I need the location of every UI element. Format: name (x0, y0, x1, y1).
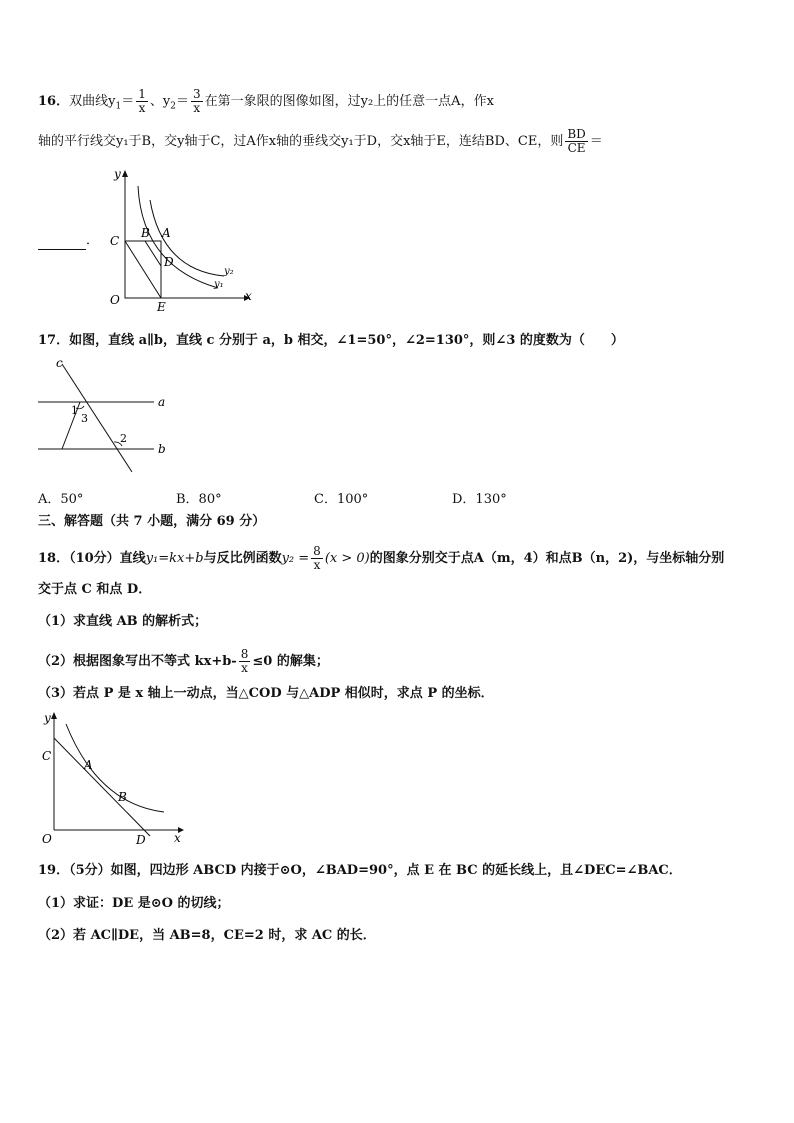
q19-question: 19．（5分）如图，四边形 ABCD 内接于⊙O，∠BAD=90°，点 E 在 BC 的延长线上，且∠DEC=∠BAC． (38, 863, 682, 878)
q17-line-c (62, 364, 132, 472)
q17-option-b[interactable]: B．80° (176, 492, 222, 507)
q16-line-2 (38, 128, 603, 155)
q17-label-3: 3 (81, 412, 88, 425)
q18-frac: $\frac{8}{x}$ (313, 544, 321, 572)
q18-part-3: （3）若点 P 是 x 轴上一动点，当△COD 与△ADP 相似时，求点 P 的坐标． (38, 686, 494, 701)
q17-figure (36, 356, 186, 476)
q16-segment-bd (145, 241, 161, 266)
q18-line-ab (54, 738, 150, 836)
q16-answer-blank[interactable]: ． (38, 232, 99, 250)
q16-label-y2: y₂ (224, 266, 234, 277)
q17-label-c: c (56, 356, 63, 370)
q19-part-2: （2）若 AC∥DE，当 AB=8，CE=2 时，求 AC 的长． (38, 928, 376, 943)
q16-text-b: 在第一象限的图像如图，过y₂上的任意一点A，作x (204, 94, 494, 109)
q16-label-o: O (110, 293, 120, 307)
q17-question: 17．如图，直线 a∥b，直线 c 分别于 a，b 相交，∠1=50°，∠2=130°，则∠3 的度数为（ ） (38, 333, 624, 348)
q16-label-d: D (164, 255, 174, 269)
q16-label-x: x (245, 289, 252, 303)
q16-number: 16． (38, 94, 70, 109)
q17-label-2: 2 (120, 432, 127, 445)
q16-label-b: B (141, 226, 150, 240)
q18-part-2: （2）根据图象写出不等式 kx+b- $\frac{8}{x}$ ≤0 的解集； (38, 647, 329, 675)
q18-label-y: y (44, 711, 51, 725)
q17-option-d[interactable]: D．130° (452, 492, 507, 507)
q16-text-a: 双曲线 (69, 94, 109, 109)
q16-frac-3: $\frac{BD}{CE}$ (567, 127, 586, 155)
q17-option-a[interactable]: A．50° (38, 492, 84, 507)
q16-label-a: A (162, 226, 171, 240)
q18-part-1: （1）求直线 AB 的解析式； (38, 614, 208, 629)
q16-sep: 、 (149, 94, 163, 109)
section-3-heading: 三、解答题（共 7 小题，满分 69 分） (38, 514, 266, 529)
q16-text-d: ＝ (589, 134, 603, 149)
q19-part-1: （1）求证：DE 是⊙O 的切线； (38, 896, 230, 911)
q16-frac-1: $\frac{1}{x}$ (138, 87, 146, 115)
q16-y1: $y_1=$ (108, 94, 135, 112)
q16-segment-ce (125, 241, 161, 298)
q18-figure (36, 708, 196, 848)
q18-curve (66, 724, 164, 812)
q16-label-y1: y₁ (214, 279, 224, 290)
q17-label-b: b (158, 442, 166, 456)
q18-line-2: 交于点 C 和点 D． (38, 582, 152, 597)
q17-label-1: 1 (71, 404, 78, 417)
q16-y2: $y_2=$ (162, 94, 189, 112)
q17-option-c[interactable]: C．100° (314, 492, 369, 507)
q16-text-c: 轴的平行线交y₁于B，交y轴于C，过A作x轴的垂线交y₁于D，交x轴于E，连结BD、CE，则 (38, 134, 564, 149)
q18-label-c: C (42, 749, 52, 763)
arrow-icon (122, 170, 128, 177)
arrow-icon (51, 712, 57, 719)
q16-frac-2: $\frac{3}{x}$ (192, 87, 201, 115)
q16-label-c: C (110, 234, 120, 248)
q18-label-a: A (84, 758, 93, 772)
q18-label-o: O (42, 832, 52, 846)
q18-label-x: x (174, 831, 181, 845)
q18-label-b: B (118, 790, 127, 804)
q16-line-1 (38, 88, 494, 116)
q18-p2-frac: $\frac{8}{x}$ (240, 647, 249, 675)
q16-figure (100, 166, 260, 312)
q18-label-d: D (136, 833, 146, 847)
q16-label-y: y (114, 167, 121, 181)
q17-label-a: a (158, 395, 166, 409)
q16-label-e: E (157, 300, 166, 312)
q18-line-1: 18．（10分）直线y₁=kx+b与反比例函数y₂ = $\frac{8}{x}$ (x > 0)的图象分别交于点A（m，4）和点B（n，2)，与坐标轴分别 (38, 544, 725, 572)
